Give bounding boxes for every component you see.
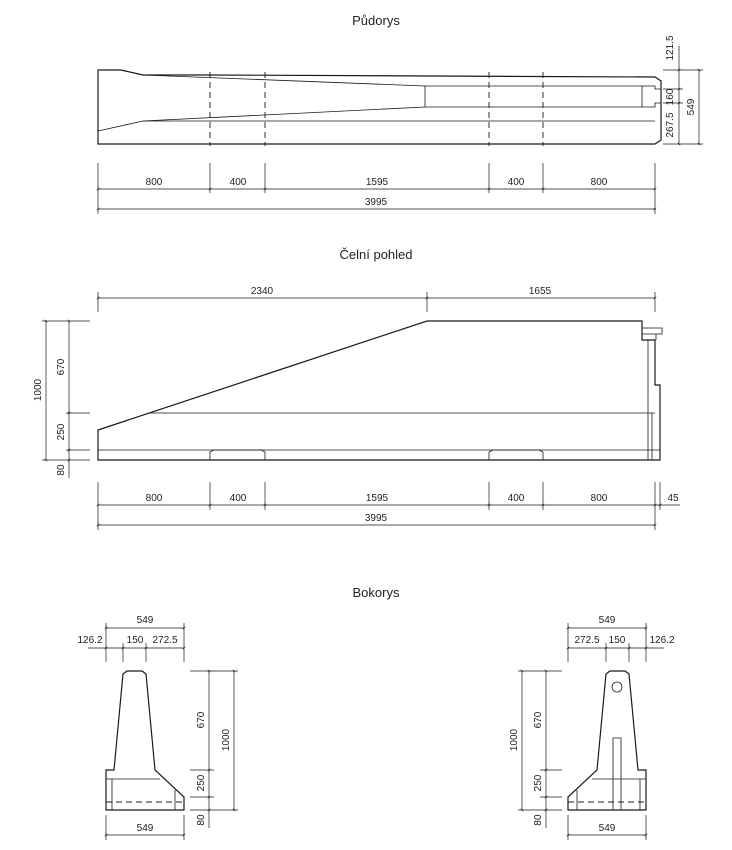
front-outline	[98, 321, 662, 460]
side-right-outline	[568, 671, 646, 810]
front-dim-seg-5: 800	[590, 493, 608, 504]
side-left-dim-549-bottom: 549	[136, 823, 154, 834]
front-title: Čelní pohled	[339, 247, 413, 262]
side-right-dim-670: 670	[533, 711, 544, 729]
side-right-dim-80: 80	[533, 814, 544, 826]
plan-dim-2: 400	[229, 177, 247, 188]
plan-title: Půdorys	[352, 13, 400, 28]
side-title: Bokorys	[352, 585, 400, 600]
plan-dim-160: 160	[665, 88, 676, 106]
front-dim-total: 3995	[364, 513, 388, 524]
side-left-dim-250: 250	[196, 774, 207, 792]
side-right-dim-1000: 1000	[509, 728, 520, 752]
side-right-dim-549-bottom: 549	[598, 823, 616, 834]
side-left-outline	[106, 671, 184, 810]
plan-dim-121-5: 121.5	[665, 35, 676, 61]
plan-outline	[98, 70, 661, 146]
plan-dim-total: 3995	[364, 197, 388, 208]
side-left-dim-272-5: 272.5	[152, 635, 178, 646]
front-dim-1000: 1000	[33, 378, 44, 402]
side-right-dim-549-top: 549	[598, 615, 616, 626]
front-dim-2340: 2340	[250, 286, 274, 297]
side-right-left-dimensions	[518, 671, 562, 828]
plan-dim-4: 400	[507, 177, 525, 188]
side-right-dim-250: 250	[533, 774, 544, 792]
front-dim-seg-3: 1595	[365, 493, 389, 504]
front-dim-45: 45	[667, 493, 679, 504]
front-top-dimensions	[98, 292, 655, 312]
front-dim-seg-2: 400	[229, 493, 247, 504]
side-right-dim-272-5: 272.5	[574, 635, 600, 646]
front-left-dimensions	[42, 321, 90, 478]
side-left-dim-549-top: 549	[136, 615, 154, 626]
front-dim-seg-1: 800	[145, 493, 163, 504]
side-right-dim-150: 150	[608, 635, 626, 646]
front-dim-670: 670	[56, 358, 67, 376]
front-dim-1655: 1655	[528, 286, 552, 297]
plan-dim-1: 800	[145, 177, 163, 188]
plan-dim-5: 800	[590, 177, 608, 188]
plan-dim-549: 549	[686, 98, 697, 116]
side-left-dim-80: 80	[196, 814, 207, 826]
side-right-dim-126-2: 126.2	[649, 635, 675, 646]
plan-dim-3: 1595	[365, 177, 389, 188]
front-dim-250: 250	[56, 423, 67, 441]
front-dim-80: 80	[56, 464, 67, 476]
side-left-dim-1000: 1000	[221, 728, 232, 752]
front-dimension-chain	[98, 482, 680, 530]
side-left-dim-670: 670	[196, 711, 207, 729]
side-left-dim-150: 150	[126, 635, 144, 646]
plan-dim-267-5: 267.5	[665, 112, 676, 138]
side-left-dim-126-2: 126.2	[77, 635, 103, 646]
front-dim-seg-4: 400	[507, 493, 525, 504]
